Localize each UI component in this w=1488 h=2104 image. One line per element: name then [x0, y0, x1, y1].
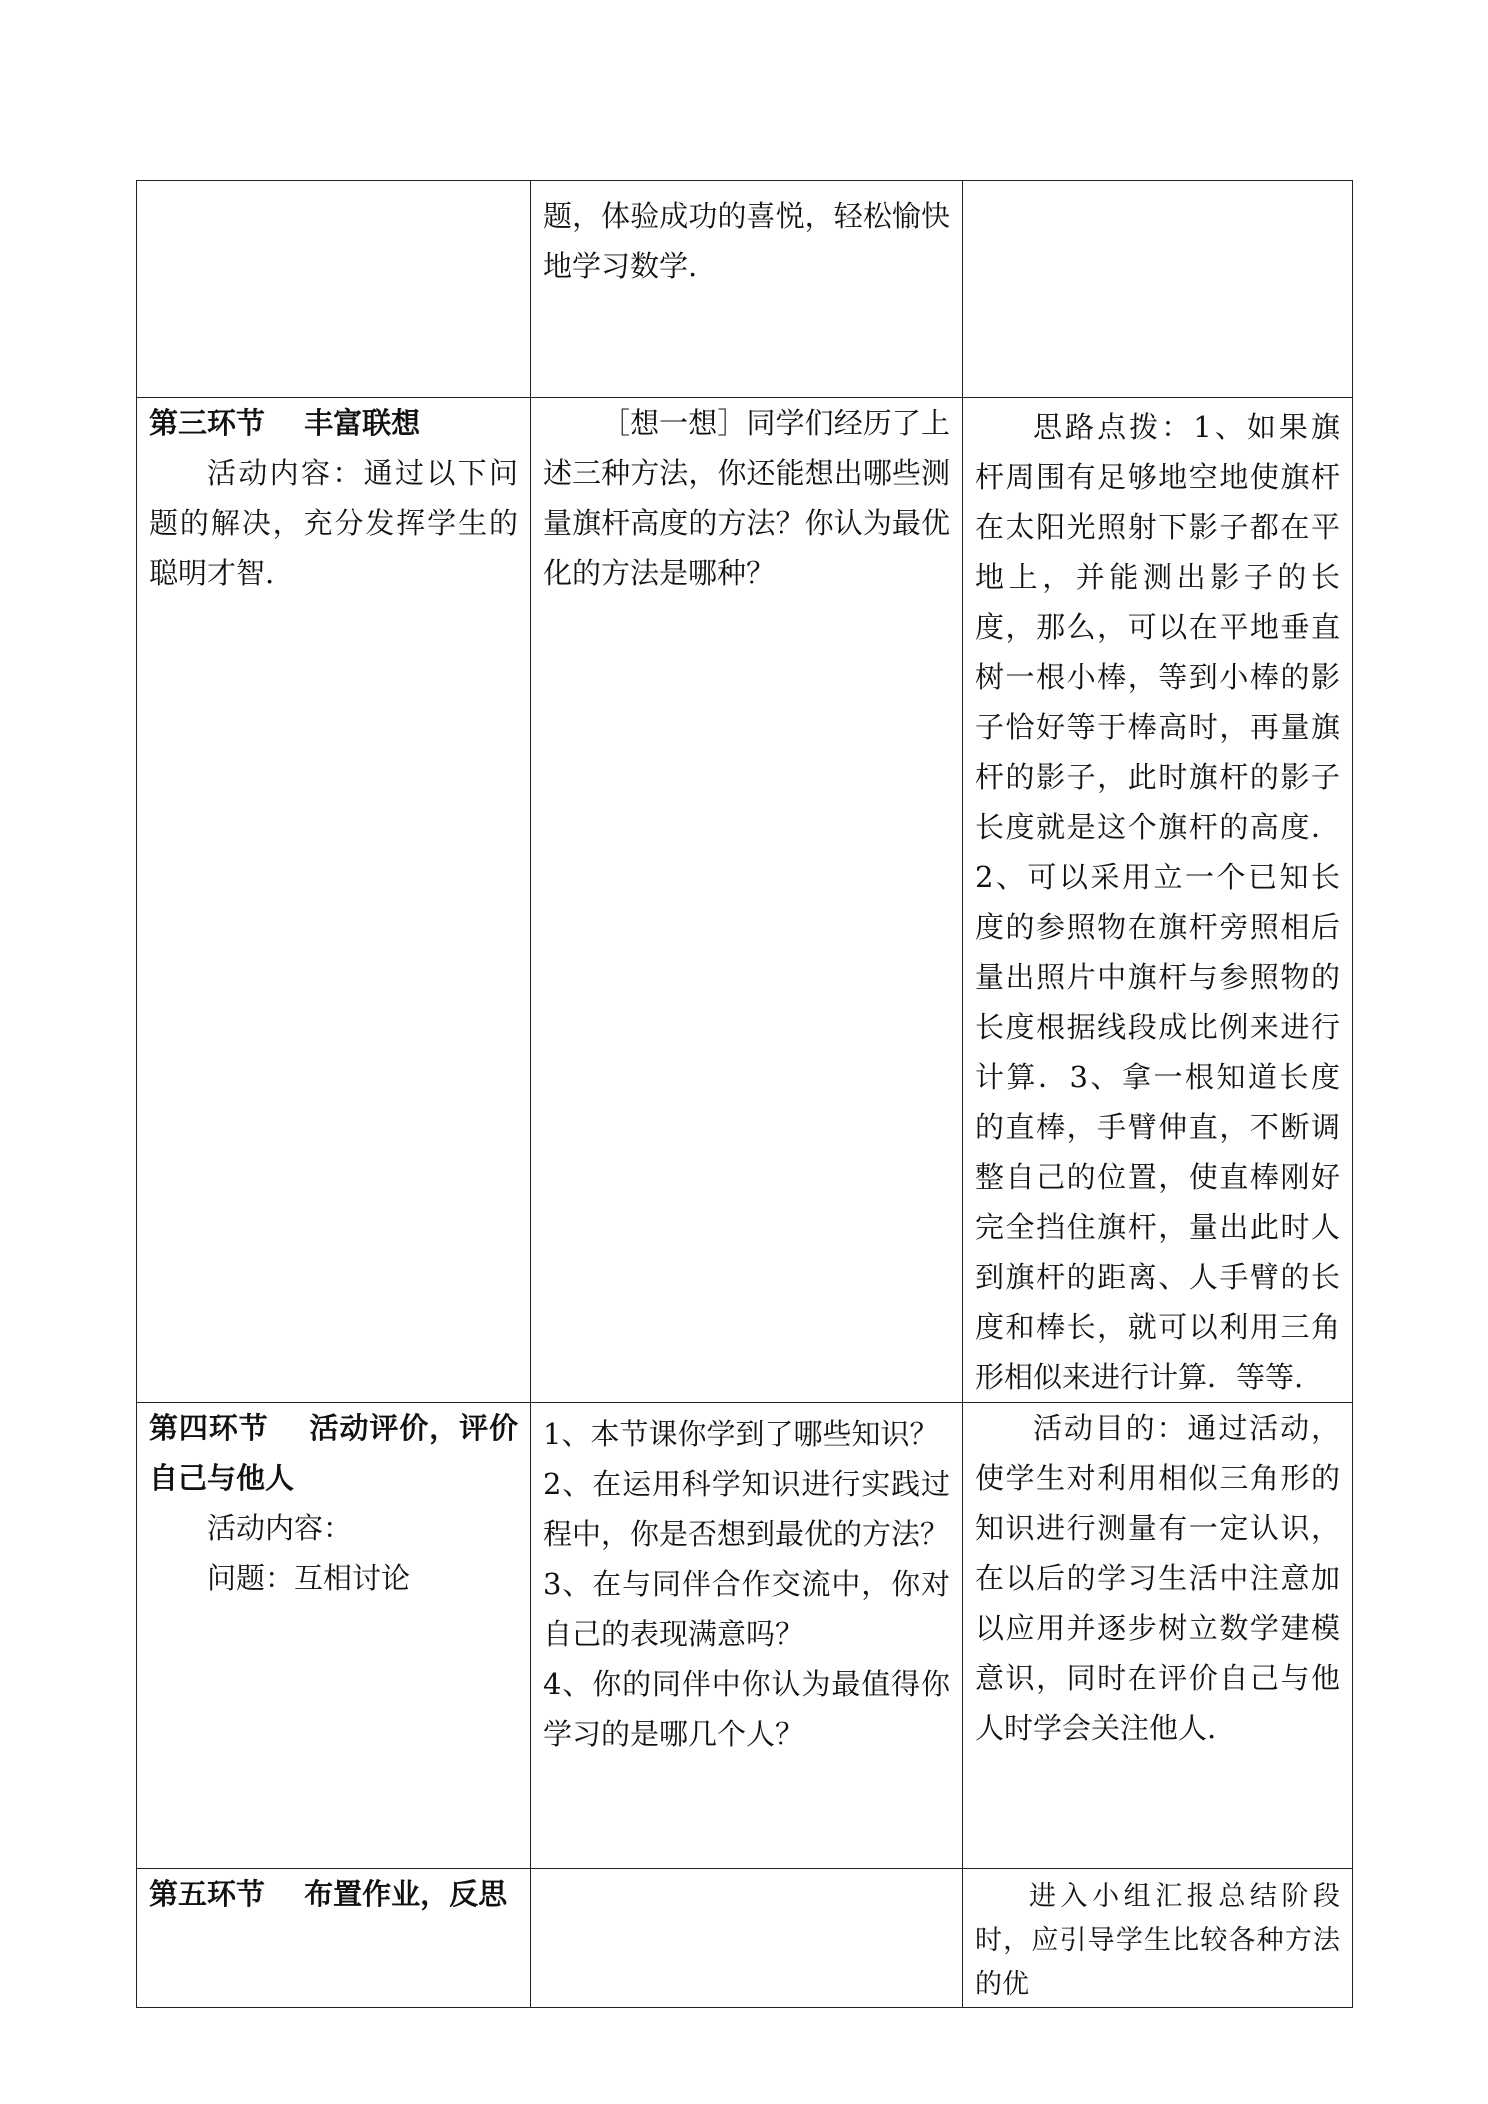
table-row — [137, 398, 1353, 1403]
stage-cell — [137, 1869, 531, 2008]
stage-title: 第三环节 丰富联想 — [149, 406, 421, 440]
stage-cell — [137, 398, 531, 1403]
stage-content: 活动内容：通过以下问题的解决，充分发挥学生的聪明才智. — [149, 456, 518, 590]
activity-item: 1、本节课你学到了哪些知识？ — [543, 1417, 939, 1451]
lesson-plan-table — [136, 180, 1353, 2008]
stage-cell — [137, 1403, 531, 1869]
activity-cell — [531, 1869, 963, 2008]
stage-cell — [137, 181, 531, 398]
notes-cell — [963, 181, 1353, 398]
activity-item: 2、在运用科学知识进行实践过程中，你是否想到最优的方法？ — [543, 1467, 950, 1551]
table-row — [137, 1403, 1353, 1869]
notes-cell — [963, 1403, 1353, 1869]
activity-text: ［想一想］同学们经历了上述三种方法，你还能想出哪些测量旗杆高度的方法？你认为最优化的方法是哪种？ — [543, 406, 950, 590]
stage-title: 第四环节 活动评价，评价自己与他人 — [149, 1411, 518, 1495]
activity-item: 4、你的同伴中你认为最值得你学习的是哪几个人？ — [543, 1667, 950, 1751]
activity-cell — [531, 1403, 963, 1869]
notes-cell — [963, 398, 1353, 1403]
stage-content: 问题：互相讨论 — [207, 1561, 411, 1595]
notes-text: 思路点拨：1、如果旗杆周围有足够地空地使旗杆在太阳光照射下影子都在平地上，并能测出影子的长度，那么，可以在平地垂直树一根小棒，等到小棒的影子恰好等于棒高时，再量旗杆的影子，此时旗杆的影子长度就是这个旗杆的高度．2、可以采用立一个已知长度的参照物在旗杆旁照相后量出照片中旗杆与参照物的长度根据线段成比例来进行计算．3、拿一根知道长度的直棒，手臂伸直，不断调整自己的位置，使直棒刚好完全挡住旗杆，量出此时人到旗杆的距离、人手臂的长度和棒长，就可以利用三角形相似来进行计算．等等. — [975, 410, 1340, 1394]
table-row — [137, 181, 1353, 398]
activity-text: 题，体验成功的喜悦，轻松愉快地学习数学. — [543, 199, 950, 283]
notes-cell — [963, 1869, 1353, 2008]
table-row — [137, 1869, 1353, 2008]
stage-content: 活动内容： — [207, 1511, 353, 1545]
activity-cell — [531, 398, 963, 1403]
notes-text: 活动目的：通过活动，使学生对利用相似三角形的知识进行测量有一定认识，在以后的学习生活中注意加以应用并逐步树立数学建模意识，同时在评价自己与他人时学会关注他人. — [975, 1411, 1340, 1745]
notes-text: 进入小组汇报总结阶段时，应引导学生比较各种方法的优 — [975, 1881, 1340, 2000]
activity-cell — [531, 181, 963, 398]
activity-item: 3、在与同伴合作交流中，你对自己的表现满意吗？ — [543, 1567, 950, 1651]
stage-title: 第五环节 布置作业，反思 — [149, 1877, 508, 1911]
